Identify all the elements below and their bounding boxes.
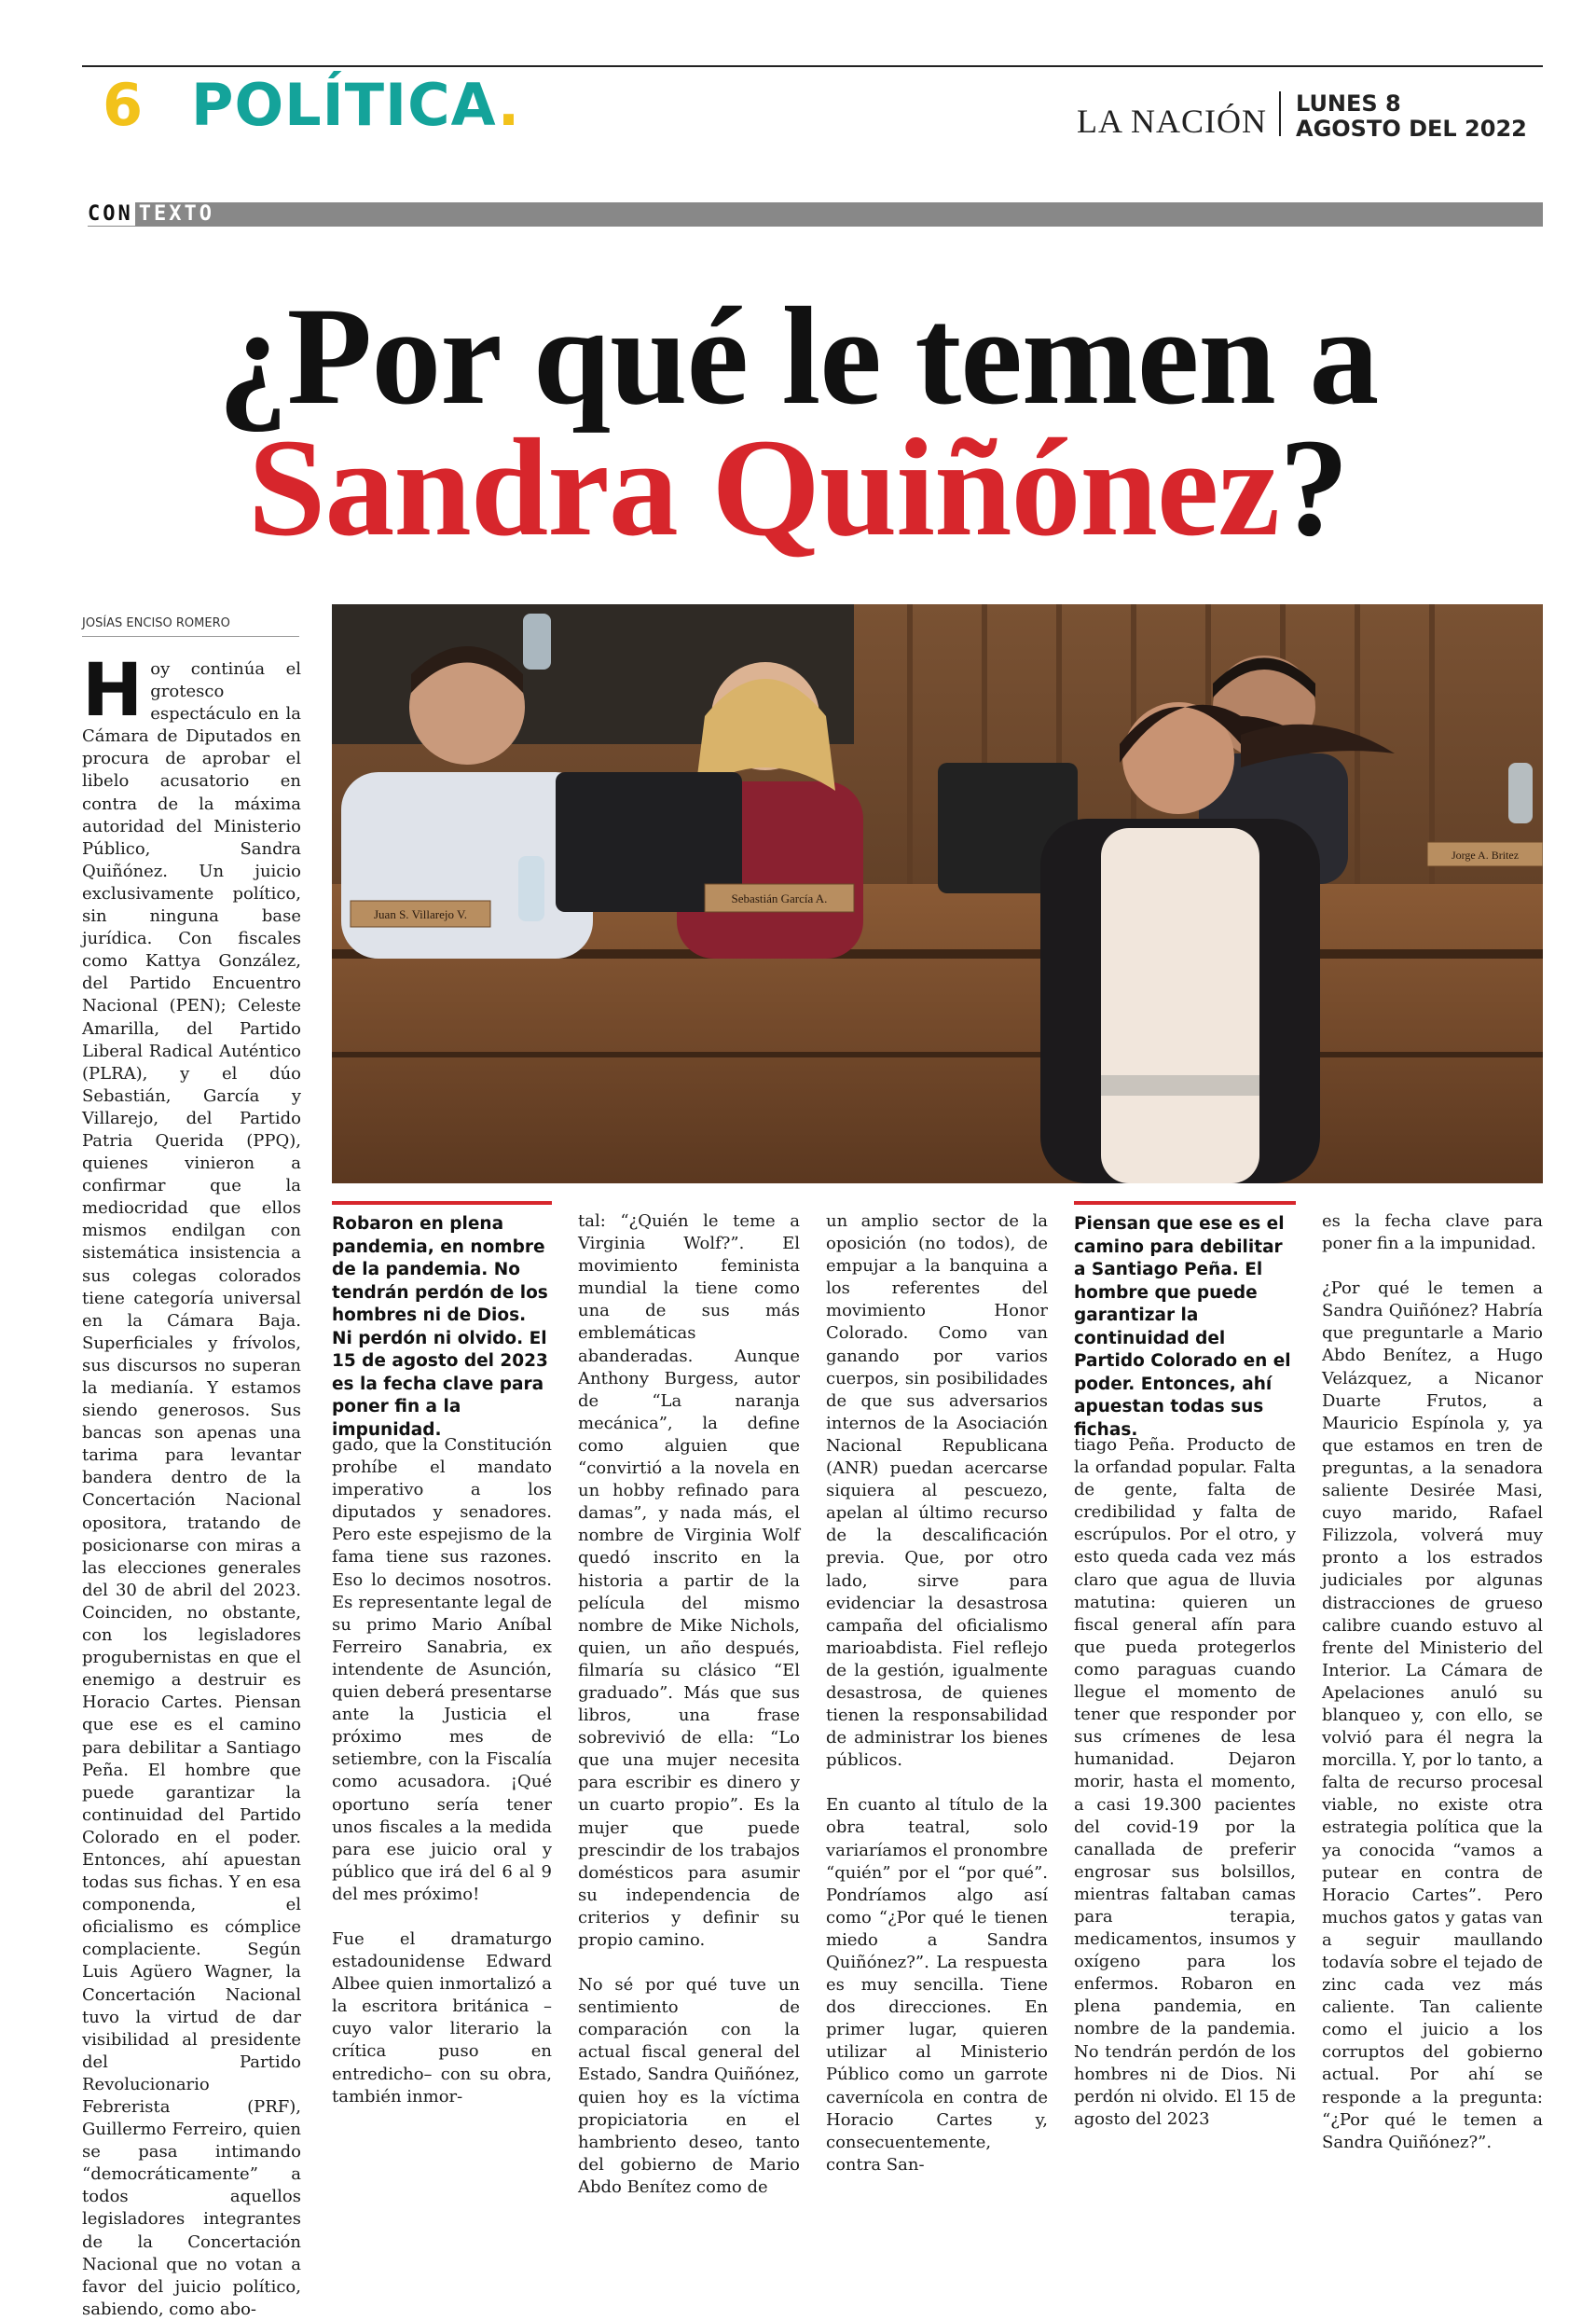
issue-date — [1296, 91, 1527, 142]
article-column-4 — [826, 1210, 1048, 2176]
masthead-separator — [1279, 91, 1281, 136]
pullquote-right: Piensan que ese es el camino para debilitar a Santiago Peña. El hombre que puede garantizar la continuidad del Partido Colorado en el poder. Entonces, ahí apuestan todas sus fichas. — [1074, 1214, 1291, 1440]
headline-line-2 — [0, 410, 1596, 565]
context-label — [88, 202, 214, 227]
context-label-a: CON — [88, 202, 133, 226]
column-6-para-1: es la fecha clave para poner fin a la impunidad. — [1322, 1211, 1543, 1254]
column-1-text — [82, 649, 301, 2321]
date-day: LUNES 8 — [1296, 90, 1401, 117]
column-2-para-2: Fue el dramaturgo estadounidense Edward Albee quien inmortalizó a la escritora británica –cuyo valor literario la crítica puso en entredicho– con su obra, también inmor- — [332, 1928, 552, 2107]
photo-illustration — [332, 604, 1543, 1183]
article-column-5 — [1074, 1434, 1296, 2131]
headline-name: Sandra Quiñónez — [247, 410, 1280, 565]
page-number: 6 — [103, 71, 144, 139]
nameplate-britez — [1427, 842, 1543, 866]
column-5-text: tiago Peña. Producto de la orfandad popular. Falta de gente, falta de credibilidad y falta de escrúpulos. Por el otro, y esto queda cada vez más claro que agua de lluvia matutina: quieren un fiscal general afín para que pueda protegerlos como paraguas cuando llegue el momento de tener que responder por sus crímenes de lesa humanidad. Dejaron morir, hasta el momento, a casi 19.300 pacientes del covid-19 por la canallada de preferir engrosar sus bolsillos, mientras faltaban camas para terapia, medicamentos, insumos y oxígeno para los enfermos. Robaron en plena pandemia, en nombre de la pandemia. No tendrán perdón de los hombres ni de Dios. Ni perdón ni olvido. El 15 de agosto del 2023 — [1074, 1435, 1296, 2129]
context-bar — [88, 202, 1543, 227]
nameplate-villarejo — [351, 901, 490, 927]
section-dot: . — [497, 71, 521, 139]
context-label-b: TEXTO — [138, 202, 214, 226]
pullquote-left: Robaron en plena pandemia, en nombre de la pandemia. No tendrán perdón de los hombres ni de Dios. Ni perdón ni olvido. El 15 de agosto del 2023 es la fecha clave para poner fin a la impunidad. — [332, 1214, 548, 1440]
nameplate-garcia — [705, 884, 854, 912]
byline: JOSÍAS ENCISO ROMERO — [82, 616, 230, 630]
pullquote-left-bar — [332, 1201, 552, 1205]
article-photo — [332, 604, 1543, 1183]
date-month-year: AGOSTO DEL 2022 — [1296, 116, 1527, 142]
column-3-para-2: No sé por qué tuve un sentimiento de comparación con la actual fiscal general del Estado, Sandra Quiñónez, quien hoy es la víctima propiciatoria en el hambriento deseo, tanto del gobierno de Mario Abdo Benítez como de — [578, 1975, 800, 2197]
nameplate-text-1: Juan S. Villarejo V. — [374, 907, 467, 921]
pullquote-right-bar — [1074, 1201, 1296, 1205]
column-4-para-2: En cuanto al título de la obra teatral, solo variaríamos el pronombre “quién” por el “por qué”. Pondríamos algo así como “¿Por qué le tienen miedo a Sandra Quiñónez?”. La respuesta es muy sencilla. Tiene dos direcciones. En primer lugar, quieren utilizar al Ministerio Público como un garrote cavernícola en contra de Horacio Cartes y, consecuentemente, contra San- — [826, 1795, 1048, 2175]
headline-qmark: ? — [1279, 410, 1349, 565]
column-3-para-1: tal: “¿Quién le teme a Virginia Wolf?”. El movimiento feminista mundial la tiene como una de sus más emblemáticas abanderadas. Aunque Anthony Burgess, autor de “La naranja mecánica”, la define como alguien que “convirtió a la novela en un hobby refinado para damas”, y nada más, el nombre de Virginia Wolf quedó inscrito en la historia a partir de la película del mismo nombre de Mike Nichols, quien, un año después, filmaría su clásico “El graduado”. Más que sus libros, una frase sobrevivió de ella: “Lo que una mujer necesita para escribir es dinero y un cuarto propio”. Es la mujer que puede prescindir de los trabajos domésticos para asumir su independencia de criterios y definir su propio camino. — [578, 1211, 800, 1950]
article-column-3 — [578, 1210, 800, 2199]
article-column-2 — [332, 1434, 552, 2108]
section-title — [191, 71, 521, 139]
section-label: POLÍTICA — [191, 71, 498, 139]
column-4-para-1: un amplio sector de la oposición (no todos), de empujar a la banquina a los referentes del movimiento Honor Colorado. Como van ganando por varios cuerpos, sin posibilidades de que sus adversarios internos de la Asociación Nacional Republicana (ANR) puedan acercarse siquiera al pescuezo, apelan al último recurso de la descalificación previa. Que, por otro lado, sirve para evidenciar la desastrosa campaña del oficialismo marioabdista. Fiel reflejo de la gestión, igualmente desastrosa, de quienes tienen la responsabilidad de administrar los bienes públicos. — [826, 1211, 1048, 1771]
newspaper-name: LA NACIÓN — [1077, 103, 1267, 140]
article-column-6 — [1322, 1210, 1543, 2154]
nameplate-text-3: Jorge A. Britez — [1451, 849, 1520, 862]
byline-rule — [82, 636, 299, 637]
article-column-1 — [82, 649, 301, 2321]
nameplate-text-2: Sebastián García A. — [731, 891, 828, 905]
column-1-body: oy continúa el grotesco espectáculo en la Cámara de Diputados en procura de aprobar el libelo acusatorio en contra de la máxima autoridad del Ministerio Público, Sandra Quiñónez. Un juicio exclusivamente político, sin ninguna base jurídica. Con fiscales como Kattya González, del Partido Encuentro Nacional (PEN); Celeste Amarilla, del Partido Liberal Radical Auténtico (PLRA), y el dúo Sebastián, García y Villarejo, del Partido Patria Querida (PPQ), quienes vinieron a confirmar que la mediocridad que ellos mismos endilgan con sistemática insistencia a sus colegas colorados tiene categoría universal en la Cámara Baja. Superficiales y frívolos, sus discursos no superan la medianía. Y estamos siendo generosos. Sus bancas son apenas una tarima para levantar bandera dentro de la Concertación Nacional opositora, tratando de posicionarse con miras a las elecciones generales del 30 de abril del 2023. Coinciden, no obstante, con los legisladores progubernistas en que el enemigo a destruir es Horacio Cartes. Piensan que ese es el camino para debilitar a Santiago Peña. El hombre que puede garantizar la continuidad del Partido Colorado en el poder. Entonces, ahí apuestan todas sus fichas. Y en esa componenda, el oficialismo es cómplice complaciente. Según Luis Agüero Wagner, la Concertación Nacional tuvo la virtud de dar visibilidad al presidente del Partido Revolucionario Febrerista (PRF), Guillermo Ferreiro, quien se pasa intimando “democráticamente” a todos aquellos legisladores integrantes de la Concertación Nacional que no votan a favor del juicio político, sabiendo, como abo- — [82, 659, 301, 2319]
headline-line-1: ¿Por qué le temen a — [217, 279, 1379, 434]
column-2-para-1: gado, que la Constitución prohíbe el mandato imperativo a los diputados y senadores. Pero este espejismo de la fama tiene sus razones. Eso lo decimos nosotros. Es representante legal de su primo Mario Aníbal Ferreiro Sanabria, ex intendente de Asunción, quien deberá presentarse ante la Justicia el próximo mes de setiembre, con la Fiscalía como acusadora. ¡Qué oportuno sería tener unos fiscales a la medida para ese juicio oral y público que irá del 6 al 9 del mes próximo! — [332, 1435, 552, 1904]
top-rule — [82, 65, 1543, 67]
drop-cap: H — [82, 649, 144, 733]
column-6-para-2: ¿Por qué le temen a Sandra Quiñónez? Habría que preguntarle a Mario Abdo Benítez, a Hugo Velázquez, a Nicanor Duarte Frutos, a Mauricio Espínola y, ya que estamos en tren de preguntas, a la senadora saliente Desirée Masi, cuyo marido, Rafael Filizzola, volverá muy pronto a los estrados judiciales por algunas distracciones de grueso calibre cuando estuvo al frente del Ministerio del Interior. La Cámara de Apelaciones anuló su blanqueo y, con ello, se volvió para él negra la morcilla. Y, por lo tanto, a falta de recurso procesal viable, no existe otra estrategia política que la ya conocida “vamos a putear en contra de Horacio Cartes”. Pero muchos gatos y gatas van a seguir maullando todavía sobre el tejado de zinc cada vez más caliente. Tan caliente como el juicio a los corruptos del gobierno actual. Por ahí se responde a la pregunta: “¿Por qué le temen a Sandra Quiñónez?”. — [1322, 1278, 1543, 2152]
